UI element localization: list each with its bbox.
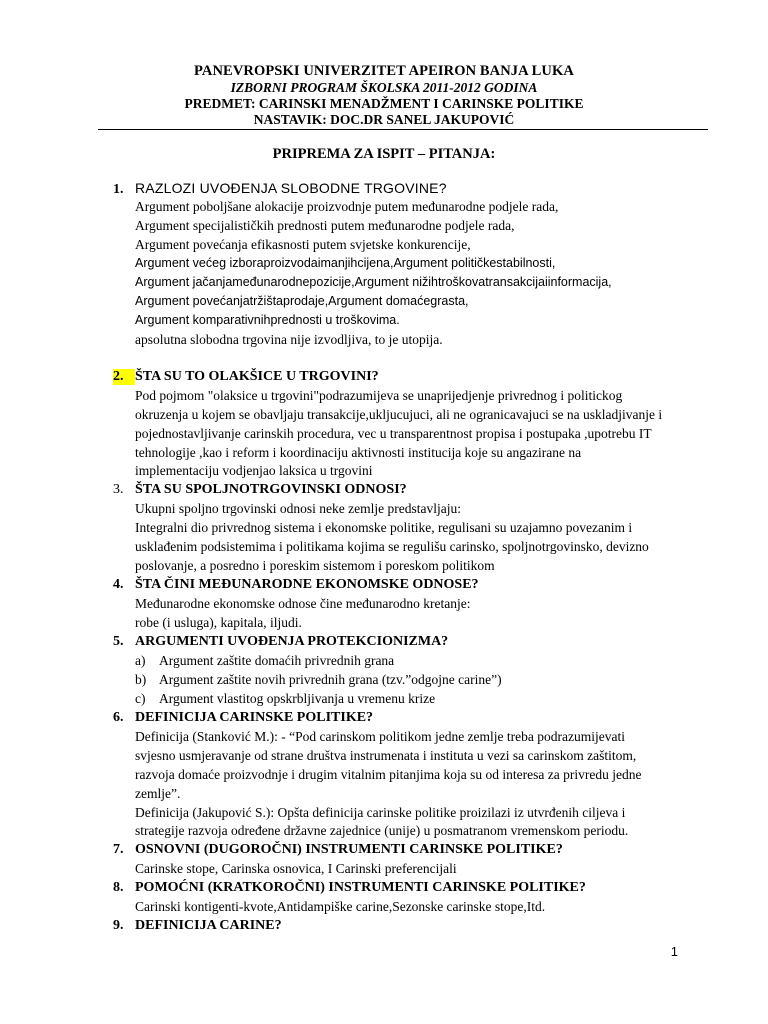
list-item-text: Argument vlastitog opskrbljivanja u vremenu krize [159, 691, 436, 706]
answer-line: Carinske stope, Carinska osnovica, I Carinski preferencijali [135, 861, 457, 876]
answer-line: pojednostavljivanje carinskih procedura, vec u transparentnost propisa i postupaka ,upotrebu IT [135, 426, 652, 441]
answer-line: Integralni dio privrednog sistema i ekonomske politike, regulisani su uzajamno povezanim i [135, 520, 633, 535]
question-number: 2. [113, 369, 135, 385]
question-title: OSNOVNI (DUGOROČNI) INSTRUMENTI CARINSKE POLITIKE? [135, 842, 563, 857]
question-number: 9. [113, 918, 124, 933]
answer-line: robe (i usluga), kapitala, iljudi. [135, 615, 302, 630]
question-title: DEFINICIJA CARINSKE POLITIKE? [135, 710, 374, 725]
answer-line: razvoja domaće proizvodnje i drugim vitalnim pitanjima koja su od interesa za privredu jedne [135, 767, 642, 782]
question-7-heading [113, 842, 563, 858]
question-number: 5. [113, 634, 124, 649]
list-item-label: c) [135, 691, 146, 706]
list-item [135, 672, 502, 688]
answer-line: apsolutna slobodna trgovina nije izvodljiva, to je utopija. [135, 332, 443, 347]
question-number: 4. [113, 577, 124, 592]
list-item-text: Argument zaštite novih privrednih grana (tzv.”odgojne carine”) [159, 672, 502, 687]
answer-line: Ukupni spoljno trgovinski odnosi neke zemlje predstavljaju: [135, 501, 461, 516]
header-divider [98, 129, 708, 130]
answer-line: Argument većeg izboraproizvodaimanjihcijena,Argument političkestabilnosti, [135, 256, 556, 270]
answer-line: poslovanje, a posredno i poreskim sistemom i poreskom politikom [135, 558, 495, 573]
question-3-heading [113, 482, 407, 498]
question-title: ŠTA SU SPOLJNOTRGOVINSKI ODNOSI? [135, 482, 407, 497]
answer-line: usklađenim podsistemima i politikama kojima se regulišu carinsko, spoljnotrgovinsko, devizno [135, 539, 649, 554]
question-8-heading [113, 880, 586, 896]
answer-line: strategije razvoja određene državne zajednice (unije) u posmatranom vremenskom periodu. [135, 823, 629, 838]
question-title: ŠTA ČINI MEĐUNARODNE EKONOMSKE ODNOSE? [135, 577, 479, 592]
question-2-heading [113, 369, 379, 385]
question-number: 1. [113, 182, 124, 197]
answer-line: Definicija (Jakupović S.): Opšta definicija carinske politike proizilazi iz utvrđenih ciljeva i [135, 805, 626, 820]
question-6-heading [113, 710, 373, 726]
question-number: 8. [113, 880, 124, 895]
question-number: 6. [113, 710, 124, 725]
question-5-heading [113, 634, 448, 650]
answer-line: Argument povećanja efikasnosti putem svjetske konkurencije, [135, 237, 471, 252]
answer-line: Međunarodne ekonomske odnose čine međunarodno kretanje: [135, 596, 471, 611]
question-title: ŠTA SU TO OLAKŠICE U TRGOVINI? [135, 369, 379, 384]
program-line: IZBORNI PROGRAM ŠKOLSKA 2011-2012 GODINA [230, 80, 538, 95]
question-1-heading [113, 180, 447, 198]
list-item-text: Argument zaštite domaćih privrednih grana [159, 653, 395, 668]
subject-line: PREDMET: CARINSKI MENADŽMENT I CARINSKE POLITIKE [184, 96, 584, 111]
question-number: 3. [113, 482, 124, 497]
answer-line: Pod pojmom "olaksice u trgovini"podrazumijeva se unapriјedjenje privrednog i politickog [135, 388, 623, 403]
list-item [135, 653, 394, 669]
question-9-heading [113, 918, 282, 934]
answer-line: implementaciju vodjenjao laksica u trgovini [135, 463, 373, 478]
question-title: DEFINICIJA CARINE? [135, 918, 282, 933]
answer-line: Argument komparativnihprednosti u troškovima. [135, 313, 400, 327]
answer-line: Argument poboljšane alokacije proizvodnje putem međunarodne podjele rada, [135, 199, 559, 214]
answer-line: Argument specijalističkih prednosti putem međunarodne podjele rada, [135, 218, 515, 233]
answer-line: Argument povećanjatržištaprodaje,Argument domaćegrasta, [135, 294, 469, 308]
answer-line: zemlje”. [135, 786, 181, 801]
university-name: PANEVROPSKI UNIVERZITET APEIRON BANJA LUKA [194, 63, 574, 79]
page-title: PRIPREMA ZA ISPIT – PITANJA: [272, 146, 496, 162]
question-title: POMOĆNI (KRATKOROČNI) INSTRUMENTI CARINSKE POLITIKE? [135, 880, 586, 895]
answer-line: Carinski kontigenti-kvote,Antidampiške carine,Sezonske carinske stope,Itd. [135, 899, 546, 914]
list-item-label: a) [135, 653, 146, 668]
teacher-line: NASTAVIK: DOC.DR SANEL JAKUPOVIĆ [253, 112, 515, 127]
list-item [135, 691, 435, 707]
answer-line: okruzenja u kojem se obavljaju transakcije,ukljucujuci, ali ne ogranicavajuci se na uskladjivanje i [135, 407, 663, 422]
question-title: ARGUMENTI UVOĐENJA PROTEKCIONIZMA? [135, 634, 449, 649]
question-number: 7. [113, 842, 124, 857]
question-title: RAZLOZI UVOĐENJA SLOBODNE TRGOVINE? [135, 180, 447, 196]
answer-line: Definicija (Stanković M.): - “Pod carinskom politikom jedne zemlje treba podrazumijevati [135, 729, 625, 744]
question-4-heading [113, 577, 479, 593]
answer-line: Argument jačanjamеđunarodnepozicije,Argument nižihtroškovatransakcijaiinformacija, [135, 275, 612, 289]
page-number: 1 [670, 944, 678, 959]
answer-line: tehnologije ,kao i reform i koordinaciju aktivnosti institucija koje su angazirane na [135, 445, 582, 460]
list-item-label: b) [135, 672, 147, 687]
answer-line: svjesno usmjeravanje od strane društva instrumenata i instituta u vezi sa carinskom zaštitom, [135, 748, 637, 763]
